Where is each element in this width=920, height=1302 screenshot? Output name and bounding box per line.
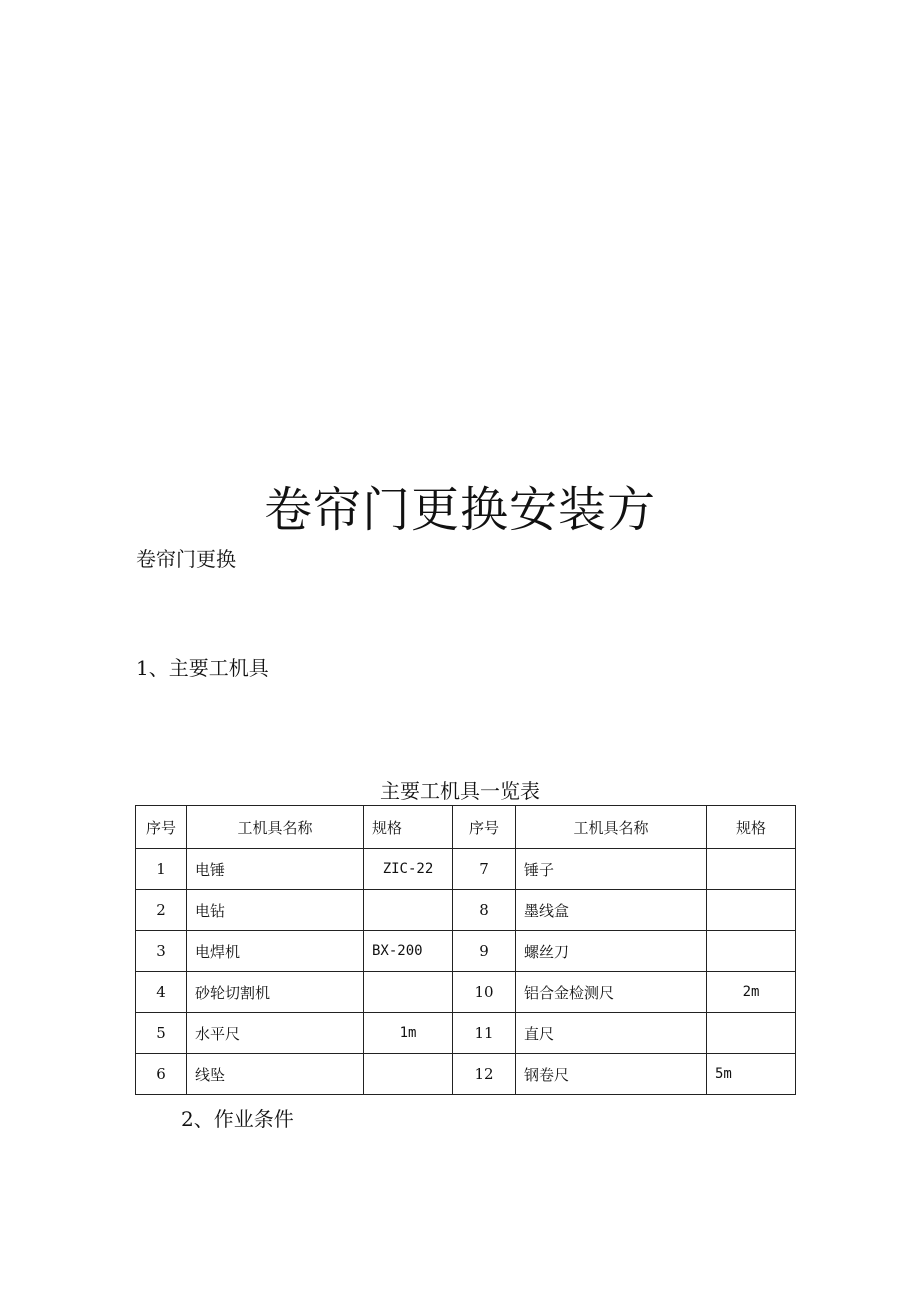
cell-spec bbox=[707, 931, 796, 972]
cell-no: 9 bbox=[453, 931, 516, 972]
header-name-left: 工机具名称 bbox=[187, 806, 364, 849]
cell-no: 7 bbox=[453, 849, 516, 890]
cell-spec bbox=[364, 972, 453, 1013]
header-no-right: 序号 bbox=[453, 806, 516, 849]
cell-no: 12 bbox=[453, 1054, 516, 1095]
cell-no: 3 bbox=[136, 931, 187, 972]
cell-tool-name: 线坠 bbox=[187, 1054, 364, 1095]
document-title: 卷帘门更换安装方 bbox=[263, 482, 656, 538]
section-heading-tools: 1、主要工机具 bbox=[136, 656, 269, 680]
cell-tool-name: 电焊机 bbox=[187, 931, 364, 972]
table-row bbox=[136, 849, 796, 890]
cell-tool-name: 直尺 bbox=[516, 1013, 707, 1054]
cell-no: 10 bbox=[453, 972, 516, 1013]
header-spec-right: 规格 bbox=[707, 806, 796, 849]
cell-spec: 5m bbox=[707, 1054, 796, 1095]
cell-spec: 2m bbox=[707, 972, 796, 1013]
cell-tool-name: 电锤 bbox=[187, 849, 364, 890]
cell-no: 8 bbox=[453, 890, 516, 931]
cell-no: 4 bbox=[136, 972, 187, 1013]
cell-no: 5 bbox=[136, 1013, 187, 1054]
table-row bbox=[136, 890, 796, 931]
cell-spec bbox=[707, 1013, 796, 1054]
cell-spec bbox=[707, 890, 796, 931]
cell-tool-name: 钢卷尺 bbox=[516, 1054, 707, 1095]
cell-tool-name: 电钻 bbox=[187, 890, 364, 931]
table-header-row bbox=[136, 806, 796, 849]
cell-tool-name: 水平尺 bbox=[187, 1013, 364, 1054]
table-row bbox=[136, 931, 796, 972]
header-spec-left: 规格 bbox=[364, 806, 453, 849]
table-row bbox=[136, 1013, 796, 1054]
document-subtitle: 卷帘门更换 bbox=[136, 547, 236, 571]
cell-tool-name: 锤子 bbox=[516, 849, 707, 890]
cell-spec bbox=[707, 849, 796, 890]
tools-table bbox=[135, 805, 796, 1095]
cell-spec: 1m bbox=[364, 1013, 453, 1054]
header-no-left: 序号 bbox=[136, 806, 187, 849]
section-heading-conditions: 2、作业条件 bbox=[181, 1107, 294, 1131]
cell-tool-name: 铝合金检测尺 bbox=[516, 972, 707, 1013]
cell-spec bbox=[364, 890, 453, 931]
cell-spec: ZIC-22 bbox=[364, 849, 453, 890]
cell-no: 1 bbox=[136, 849, 187, 890]
cell-no: 6 bbox=[136, 1054, 187, 1095]
cell-no: 11 bbox=[453, 1013, 516, 1054]
table-row bbox=[136, 972, 796, 1013]
table-row bbox=[136, 1054, 796, 1095]
cell-tool-name: 螺丝刀 bbox=[516, 931, 707, 972]
table-caption: 主要工机具一览表 bbox=[380, 779, 540, 803]
header-name-right: 工机具名称 bbox=[516, 806, 707, 849]
cell-spec: BX-200 bbox=[364, 931, 453, 972]
cell-tool-name: 砂轮切割机 bbox=[187, 972, 364, 1013]
cell-tool-name: 墨线盒 bbox=[516, 890, 707, 931]
cell-spec bbox=[364, 1054, 453, 1095]
cell-no: 2 bbox=[136, 890, 187, 931]
